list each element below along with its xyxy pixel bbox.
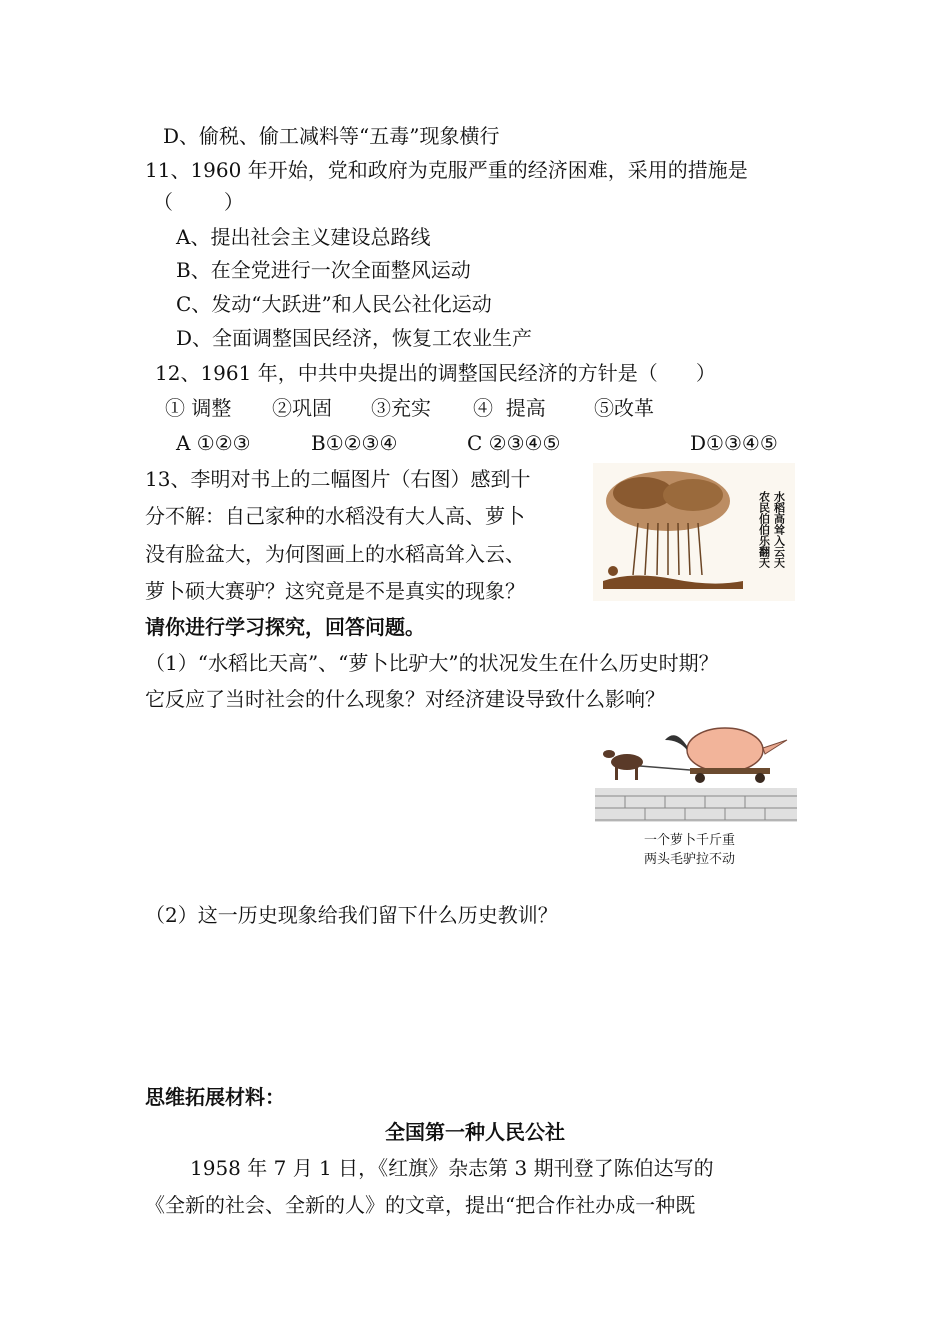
rice-caption-col1: 水稻高耸入云天 [772, 491, 786, 568]
q12-item-3: ③充实 [371, 396, 431, 420]
q12-choice-a: A ①②③ [176, 431, 251, 455]
q13-line-2: 分不解：自己家种的水稻没有大人高、萝卜 [145, 504, 525, 528]
radish-caption-line-1: 一个萝卜千斤重 [644, 833, 736, 848]
rice-cartoon-image [593, 463, 795, 601]
q13-line-3: 没有脸盆大，为何图画上的水稻高耸入云、 [145, 542, 525, 566]
q12-choice-b: B①②③④ [311, 431, 398, 455]
q10-option-d: D、偷税、偷工减料等“五毒”现象横行 [163, 124, 500, 148]
extension-para-line-1: 1958 年 7 月 1 日，《红旗》杂志第 3 期刊登了陈伯达写的 [190, 1156, 714, 1180]
extension-title: 全国第一种人民公社 [385, 1120, 565, 1144]
q11-stem: 11、1960 年开始，党和政府为克服严重的经济困难，采用的措施是 [145, 158, 748, 182]
q13-sub2: （2）这一历史现象给我们留下什么历史教训？ [145, 903, 558, 927]
q13-line-1: 13、李明对书上的二幅图片（右图）感到十 [145, 467, 531, 491]
q13-line-4: 萝卜硕大赛驴？这究竟是不是真实的现象？ [145, 579, 525, 603]
q12-item-5: ⑤改革 [594, 396, 654, 420]
rice-caption-col2: 农民伯伯乐翻天 [757, 491, 771, 568]
q12-choice-d: D①③④⑤ [690, 431, 778, 455]
q12-choice-c: C ②③④⑤ [467, 431, 561, 455]
radish-cartoon-image [595, 718, 797, 830]
q12-item-4: ④ 提高 [473, 396, 546, 420]
q11-option-d: D、全面调整国民经济，恢复工农业生产 [176, 326, 533, 350]
extension-para-line-2: 《全新的社会、全新的人》的文章，提出“把合作社办成一种既 [145, 1193, 696, 1217]
q12-stem: 12、1961 年，中共中央提出的调整国民经济的方针是（ ） [155, 361, 716, 385]
q11-blank: （ ） [153, 190, 244, 214]
rice-cartoon-figure [593, 463, 795, 601]
extension-heading: 思维拓展材料： [145, 1085, 285, 1109]
q11-option-b: B、在全党进行一次全面整风运动 [176, 258, 471, 282]
q11-option-a: A、提出社会主义建设总路线 [176, 225, 431, 249]
q13-prompt: 请你进行学习探究，回答问题。 [145, 615, 425, 639]
q13-sub1-line-2: 它反应了当时社会的什么现象？对经济建设导致什么影响？ [145, 687, 665, 711]
q13-sub1-line-1: （1）“水稻比天高”、“萝卜比驴大”的状况发生在什么历史时期？ [145, 651, 719, 675]
radish-caption-line-2: 两头毛驴拉不动 [644, 852, 736, 867]
q11-option-c: C、发动“大跃进”和人民公社化运动 [176, 292, 492, 316]
radish-cartoon-figure [595, 718, 797, 830]
q12-item-2: ②巩固 [272, 396, 332, 420]
q12-item-1: ① 调整 [165, 396, 232, 420]
